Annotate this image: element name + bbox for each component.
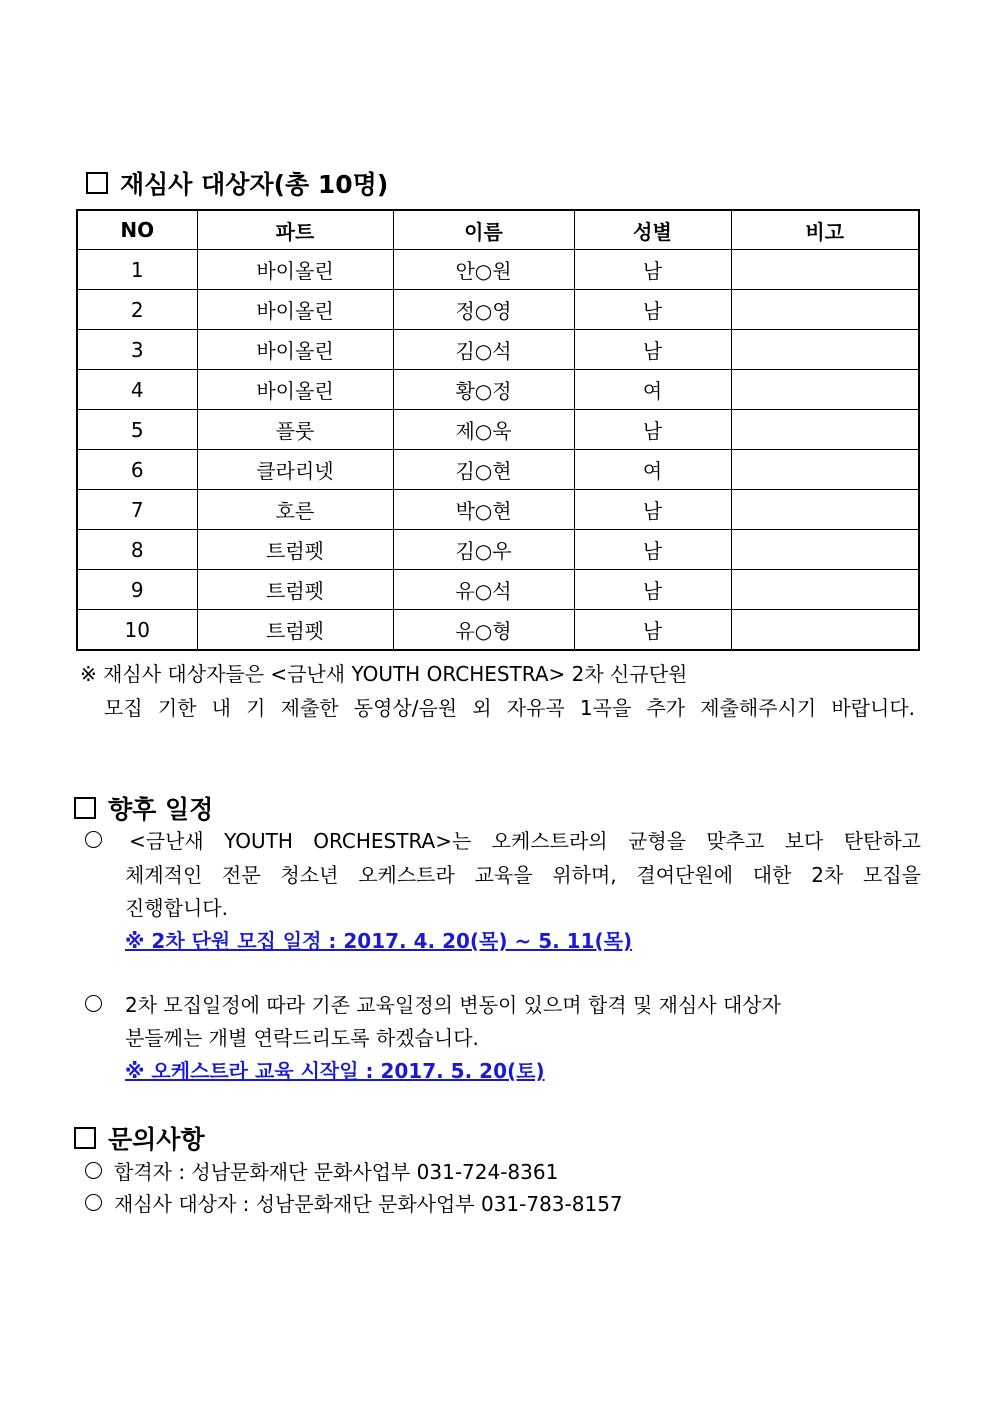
table-row <box>77 530 919 570</box>
circle-bullet-icon <box>85 1162 102 1179</box>
cell-part: 호른 <box>197 490 393 530</box>
contact-line1: 합격자 : 성남문화재단 문화사업부 031-724-8361 <box>114 1160 559 1184</box>
table-row <box>77 330 919 370</box>
review-table <box>76 209 920 651</box>
cell-gender: 남 <box>574 250 731 290</box>
cell-part: 바이올린 <box>197 290 393 330</box>
cell-name: 유○석 <box>393 570 574 610</box>
cell-part: 트럼펫 <box>197 530 393 570</box>
cell-name: 김○우 <box>393 530 574 570</box>
schedule-item1-line3: 진행합니다. <box>125 896 228 920</box>
header-name: 이름 <box>393 210 574 250</box>
checkbox-square-icon <box>74 797 96 819</box>
review-title-text: 재심사 대상자(총 10명) <box>120 170 389 199</box>
cell-note <box>731 330 919 370</box>
cell-no: 8 <box>77 530 197 570</box>
cell-name: 김○석 <box>393 330 574 370</box>
cell-note <box>731 290 919 330</box>
contact-title-text: 문의사항 <box>108 1125 205 1154</box>
cell-gender: 남 <box>574 490 731 530</box>
table-row <box>77 450 919 490</box>
cell-gender: 남 <box>574 610 731 651</box>
checkbox-square-icon <box>74 1127 96 1149</box>
cell-note <box>731 370 919 410</box>
table-row <box>77 490 919 530</box>
cell-no: 6 <box>77 450 197 490</box>
cell-part: 트럼펫 <box>197 570 393 610</box>
recruit-schedule-highlight: ※ 2차 단원 모집 일정 : 2017. 4. 20(목) ~ 5. 11(목) <box>125 929 633 953</box>
cell-no: 5 <box>77 410 197 450</box>
cell-no: 2 <box>77 290 197 330</box>
cell-name: 정○영 <box>393 290 574 330</box>
cell-gender: 남 <box>574 570 731 610</box>
cell-no: 4 <box>77 370 197 410</box>
schedule-item1-line2: 체계적인 전문 청소년 오케스트라 교육을 위하며, 결여단원에 대한 2차 모집을 <box>125 863 921 887</box>
cell-gender: 남 <box>574 530 731 570</box>
header-note: 비고 <box>731 210 919 250</box>
cell-note <box>731 490 919 530</box>
schedule-title-text: 향후 일정 <box>108 795 214 824</box>
schedule-item1-line1: <금난새 YOUTH ORCHESTRA>는 오케스트라의 균형을 맞추고 보다 탄탄하고 <box>129 829 921 853</box>
schedule-item2-line2: 분들께는 개별 연락드리도록 하겠습니다. <box>125 1026 479 1050</box>
cell-gender: 여 <box>574 370 731 410</box>
table-row <box>77 370 919 410</box>
table-row <box>77 410 919 450</box>
cell-no: 9 <box>77 570 197 610</box>
cell-no: 3 <box>77 330 197 370</box>
cell-gender: 남 <box>574 330 731 370</box>
contact-line2: 재심사 대상자 : 성남문화재단 문화사업부 031-783-8157 <box>114 1192 623 1216</box>
review-section-title <box>86 165 388 201</box>
cell-no: 1 <box>77 250 197 290</box>
circle-bullet-icon <box>85 1194 102 1211</box>
header-part: 파트 <box>197 210 393 250</box>
schedule-item2-line1: 2차 모집일정에 따라 기존 교육일정의 변동이 있으며 합격 및 재심사 대상자 <box>125 993 781 1017</box>
header-gender: 성별 <box>574 210 731 250</box>
cell-name: 안○원 <box>393 250 574 290</box>
table-row <box>77 250 919 290</box>
table-header-row <box>77 210 919 250</box>
circle-bullet-icon <box>85 831 102 848</box>
cell-name: 김○현 <box>393 450 574 490</box>
table-row <box>77 290 919 330</box>
cell-note <box>731 610 919 651</box>
education-start-highlight: ※ 오케스트라 교육 시작일 : 2017. 5. 20(토) <box>125 1059 545 1083</box>
cell-part: 클라리넷 <box>197 450 393 490</box>
checkbox-square-icon <box>86 172 108 194</box>
table-row <box>77 610 919 651</box>
cell-part: 바이올린 <box>197 330 393 370</box>
cell-part: 플룻 <box>197 410 393 450</box>
cell-note <box>731 570 919 610</box>
contact-section-title <box>74 1120 205 1156</box>
cell-note <box>731 250 919 290</box>
cell-gender: 남 <box>574 410 731 450</box>
cell-no: 10 <box>77 610 197 651</box>
cell-part: 트럼펫 <box>197 610 393 651</box>
cell-gender: 여 <box>574 450 731 490</box>
cell-no: 7 <box>77 490 197 530</box>
cell-part: 바이올린 <box>197 370 393 410</box>
circle-bullet-icon <box>85 995 102 1012</box>
review-note-line2: 모집 기한 내 기 제출한 동영상/음원 외 자유곡 1곡을 추가 제출해주시기 바랍니다. <box>104 696 915 720</box>
cell-name: 박○현 <box>393 490 574 530</box>
cell-part: 바이올린 <box>197 250 393 290</box>
header-no: NO <box>77 210 197 250</box>
cell-note <box>731 410 919 450</box>
table-row <box>77 570 919 610</box>
review-note-line1: ※ 재심사 대상자들은 <금난새 YOUTH ORCHESTRA> 2차 신규단원 <box>80 662 688 686</box>
cell-note <box>731 450 919 490</box>
cell-name: 황○정 <box>393 370 574 410</box>
cell-gender: 남 <box>574 290 731 330</box>
schedule-section-title <box>74 790 213 826</box>
cell-note <box>731 530 919 570</box>
cell-name: 제○욱 <box>393 410 574 450</box>
cell-name: 유○형 <box>393 610 574 651</box>
